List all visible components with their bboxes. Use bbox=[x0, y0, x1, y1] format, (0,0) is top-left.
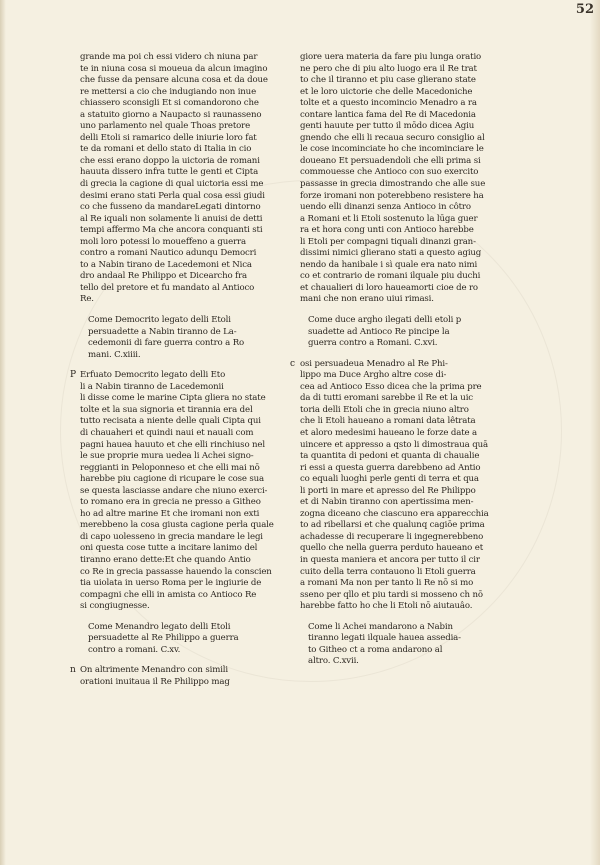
text-line: co et contrario de romani ilquale piu duchi bbox=[300, 271, 481, 282]
heading-line: tiranno legati ilquale hauea assedia- bbox=[308, 633, 461, 644]
text-line: li Etoli per compagni tiquali dinanzi gran- bbox=[300, 236, 476, 247]
heading-line: Come Menandro legato delli Etoli bbox=[88, 621, 231, 632]
spacer bbox=[80, 613, 292, 622]
text-line: et di Nabin tiranno con apertissima men- bbox=[300, 497, 474, 508]
text-line: to ad ribellarsi et che qualunq cagiōe prima bbox=[300, 520, 485, 531]
text-line: grande ma poi ch essi videro ch niuna par bbox=[80, 52, 258, 62]
heading-line: persuadette al Re Philippo a guerra bbox=[88, 633, 239, 644]
text-line: Re. bbox=[80, 294, 94, 305]
guide-letter: c bbox=[290, 358, 296, 369]
spacer bbox=[300, 613, 512, 622]
text-line: le sue proprie mura uedea li Achei signo- bbox=[80, 451, 254, 462]
left-column bbox=[70, 52, 292, 688]
spacer bbox=[80, 656, 292, 665]
right-paragraph-1 bbox=[300, 52, 512, 306]
text-line: commouesse che Antioco con suo exercito bbox=[300, 167, 479, 178]
text-line: di grecia la cagione di qual uictoria essi me bbox=[80, 179, 264, 190]
left-paragraph-2 bbox=[70, 370, 292, 612]
text-line: pagni hauea hauuto et che elli rinchiuso nel bbox=[80, 439, 265, 450]
text-line: orationi inuitaua il Re Philippo mag bbox=[80, 676, 230, 687]
spacer bbox=[80, 361, 292, 370]
text-line: re mettersi a cio che indugiando non inue bbox=[80, 86, 257, 97]
text-line: ho ad altre marine Et che iromani non exti bbox=[80, 508, 260, 519]
heading-line: Come duce argho ilegati delli etoli p bbox=[308, 315, 462, 326]
text-line: oni questa cose tutte a incitare lanimo del bbox=[80, 543, 258, 554]
text-line: tello del pretore et fu mandato al Antioco bbox=[80, 282, 255, 293]
text-line: passasse in grecia dimostrando che alle sue bbox=[300, 179, 486, 190]
text-line: mani che non erano uiui rimasi. bbox=[300, 294, 434, 305]
chapter-heading-xvii bbox=[300, 622, 512, 668]
text-line: On altrimente Menandro con simili bbox=[80, 665, 228, 676]
left-paragraph-3 bbox=[70, 665, 292, 688]
text-line: zogna diceano che ciascuno era apparecchia bbox=[300, 508, 489, 519]
text-line: a Romani et li Etoli sostenuto la lūga guer bbox=[300, 213, 478, 224]
text-line: harebbe piu cagione di ricupare le cose sua bbox=[80, 474, 265, 485]
text-line: da di tutti eromani sarebbe il Re et la uic bbox=[300, 393, 473, 404]
text-line: chiassero sconsigli Et si comandorono che bbox=[80, 98, 259, 109]
text-line: giore uera materia da fare piu lunga oratio bbox=[300, 52, 482, 62]
text-line: gnendo che elli li recaua securo consiglio al bbox=[300, 132, 485, 143]
heading-line: Come li Achei mandarono a Nabin bbox=[308, 621, 453, 632]
text-line: se questa lasciasse andare che niuno exerci- bbox=[80, 485, 268, 496]
text-line: in questa maniera et ancora per tutto il cir bbox=[300, 554, 480, 565]
text-line: lippo ma Duce Argho altre cose di- bbox=[300, 370, 447, 381]
heading-line: guerra contro a Romani. C.xvi. bbox=[308, 338, 438, 349]
text-line: uno parlamento nel quale Thoas pretore bbox=[80, 121, 251, 132]
right-column bbox=[290, 52, 512, 668]
text-line: uendo elli dinanzi senza Antioco in côtro bbox=[300, 202, 471, 213]
text-line: moli loro potessi lo moueffeno a guerra bbox=[80, 236, 246, 247]
text-line: reggianti in Peloponneso et che elli mai nō bbox=[80, 462, 260, 473]
text-line: Erfuato Democrito legato delli Eto bbox=[80, 370, 226, 381]
text-line: et le loro uictorie che delle Macedoniche bbox=[300, 86, 473, 97]
chapter-heading-xiiii bbox=[80, 315, 292, 361]
text-line: li porti in mare et apresso del Re Philippo bbox=[300, 485, 476, 496]
text-line: che essi erano doppo la uictoria de romani bbox=[80, 155, 260, 166]
text-line: tolte et a questo incomincio Menadro a ra bbox=[300, 98, 477, 109]
text-line: to romano era in grecia ne presso a Githeo bbox=[80, 497, 261, 508]
heading-line: cedemonii di fare guerra contro a Ro bbox=[88, 338, 245, 349]
text-line: di capo uolesseno in grecia mandare le legi bbox=[80, 531, 263, 542]
text-line: si congiugnesse. bbox=[80, 601, 150, 612]
folio-number: 52 bbox=[575, 2, 594, 17]
text-line: et chaualieri di loro haueamorti cioe de ro bbox=[300, 282, 478, 293]
text-line: che li Etoli haueano a romani data lêtrata bbox=[300, 416, 476, 427]
text-line: cea ad Antioco Esso dicea che la prima pre bbox=[300, 381, 482, 392]
text-line: ne pero che di piu alto luogo era il Re trat bbox=[300, 63, 477, 74]
text-line: le cose incominciate ho che incominciare le bbox=[300, 144, 484, 155]
heading-line: suadette ad Antioco Re pincipe la bbox=[308, 326, 450, 337]
text-line: ta quantita di pedoni et quanta di chaualie bbox=[300, 451, 480, 462]
spacer bbox=[300, 350, 512, 359]
left-paragraph-1 bbox=[80, 52, 292, 306]
text-line: harebbe fatto ho che li Etoli nō aiutauâo. bbox=[300, 601, 473, 612]
text-line: doueano Et persuadendoli che elli prima si bbox=[300, 155, 481, 166]
text-line: a romani Ma non per tanto li Re nō si mo bbox=[300, 578, 474, 589]
heading-line: to Githeo ct a roma andarono al bbox=[308, 644, 443, 655]
guide-letter: n bbox=[70, 665, 76, 676]
text-line: nendo da hanibale i sì quale era nato nimi bbox=[300, 259, 478, 270]
text-line: contare lantica fama del Re di Macedonia bbox=[300, 109, 476, 120]
page-left-edge bbox=[0, 0, 6, 865]
text-line: cuito della terra contauono li Etoli guerra bbox=[300, 566, 476, 577]
text-line: sseno per qllo et piu tardi si mosseno ch nō bbox=[300, 589, 483, 600]
text-line: compagni che elli in amista co Antioco Re bbox=[80, 589, 257, 600]
text-line: desimi erano stati Perla qual cosa essi giudi bbox=[80, 190, 265, 201]
text-line: contro a romani Nautico adunqu Democri bbox=[80, 248, 257, 259]
text-line: ri essi a questa guerra darebbeno ad Antio bbox=[300, 462, 481, 473]
text-line: merebbeno la cosa giusta cagione perla quale bbox=[80, 520, 274, 531]
text-line: genti hauute per tutto il mōdo dicea Agiu bbox=[300, 121, 475, 132]
spacer bbox=[80, 306, 292, 315]
text-line: toria delli Etoli che in grecia niuno altro bbox=[300, 404, 469, 415]
text-line: tolte et la sua signoria et tirannia era del bbox=[80, 404, 253, 415]
text-line: te da romani et dello stato di Italia in cio bbox=[80, 144, 252, 155]
text-line: co che fusseno da mandareLegati dintorno bbox=[80, 202, 261, 213]
heading-line: contro a romani. C.xv. bbox=[88, 644, 181, 655]
text-line: li disse come le marine Cipta gliera no state bbox=[80, 393, 266, 404]
text-line: tia uiolata in uerso Roma per le ingiurie de bbox=[80, 578, 262, 589]
heading-line: altro. C.xvii. bbox=[308, 656, 359, 667]
heading-line: persuadette a Nabin tiranno de La- bbox=[88, 326, 237, 337]
text-line: to a Nabin tirano de Lacedemoni et Nica bbox=[80, 259, 252, 270]
text-line: osi persuadeua Menadro al Re Phi- bbox=[300, 358, 448, 369]
text-line: tutto recisata a niente delle quali Cipta qui bbox=[80, 416, 261, 427]
text-line: hauuta dissero infra tutte le genti et Cipta bbox=[80, 167, 259, 178]
chapter-heading-xvi bbox=[300, 315, 512, 350]
text-line: dissimi nimici glierano stati a questo agiug bbox=[300, 248, 482, 259]
right-paragraph-2 bbox=[290, 358, 512, 613]
text-line: che fusse da pensare alcuna cosa et da doue bbox=[80, 75, 268, 86]
text-line: tiranno erano dette:Et che quando Antio bbox=[80, 554, 251, 565]
page-right-edge bbox=[590, 0, 600, 865]
text-line: uincere et appresso a qsto li dimostraua quā bbox=[300, 439, 488, 450]
chapter-heading-xv bbox=[80, 622, 292, 657]
text-line: achadesse di recuperare li ingegnerebbeno bbox=[300, 531, 484, 542]
text-line: forze iromani non poterebbeno resistere ha bbox=[300, 190, 484, 201]
text-line: co equali luoghi perle genti di terra et qua bbox=[300, 474, 479, 485]
text-line: to che il tiranno et piu case glierano state bbox=[300, 75, 476, 86]
guide-letter: P bbox=[70, 370, 77, 381]
text-line: ra et hora cong unti con Antioco harebbe bbox=[300, 225, 474, 236]
spacer bbox=[300, 306, 512, 315]
text-line: delli Etoli si ramarico delle iniurie loro fat bbox=[80, 132, 257, 143]
text-line: li a Nabin tiranno de Lacedemonii bbox=[80, 381, 224, 392]
text-line: te in niuna cosa si moueua da alcun imagino bbox=[80, 63, 268, 74]
text-line: co Re in grecia passasse hauendo la conscien bbox=[80, 566, 272, 577]
text-line: di chauaheri et quindi naui et nauali com bbox=[80, 427, 254, 438]
text-line: quello che nella guerra perduto haueano et bbox=[300, 543, 484, 554]
text-line: tempi affermo Ma che ancora conquanti sti bbox=[80, 225, 263, 236]
text-line: dro andaal Re Philippo et Dicearcho fra bbox=[80, 271, 248, 282]
heading-line: mani. C.xiiii. bbox=[88, 349, 141, 360]
text-line: a statuito giorno a Naupacto si raunasseno bbox=[80, 109, 262, 120]
text-line: al Re iquali non solamente li anuisi de detti bbox=[80, 213, 263, 224]
text-line: et aloro medesimi haueano le forze date a bbox=[300, 427, 478, 438]
heading-line: Come Democrito legato delli Etoli bbox=[88, 315, 231, 326]
